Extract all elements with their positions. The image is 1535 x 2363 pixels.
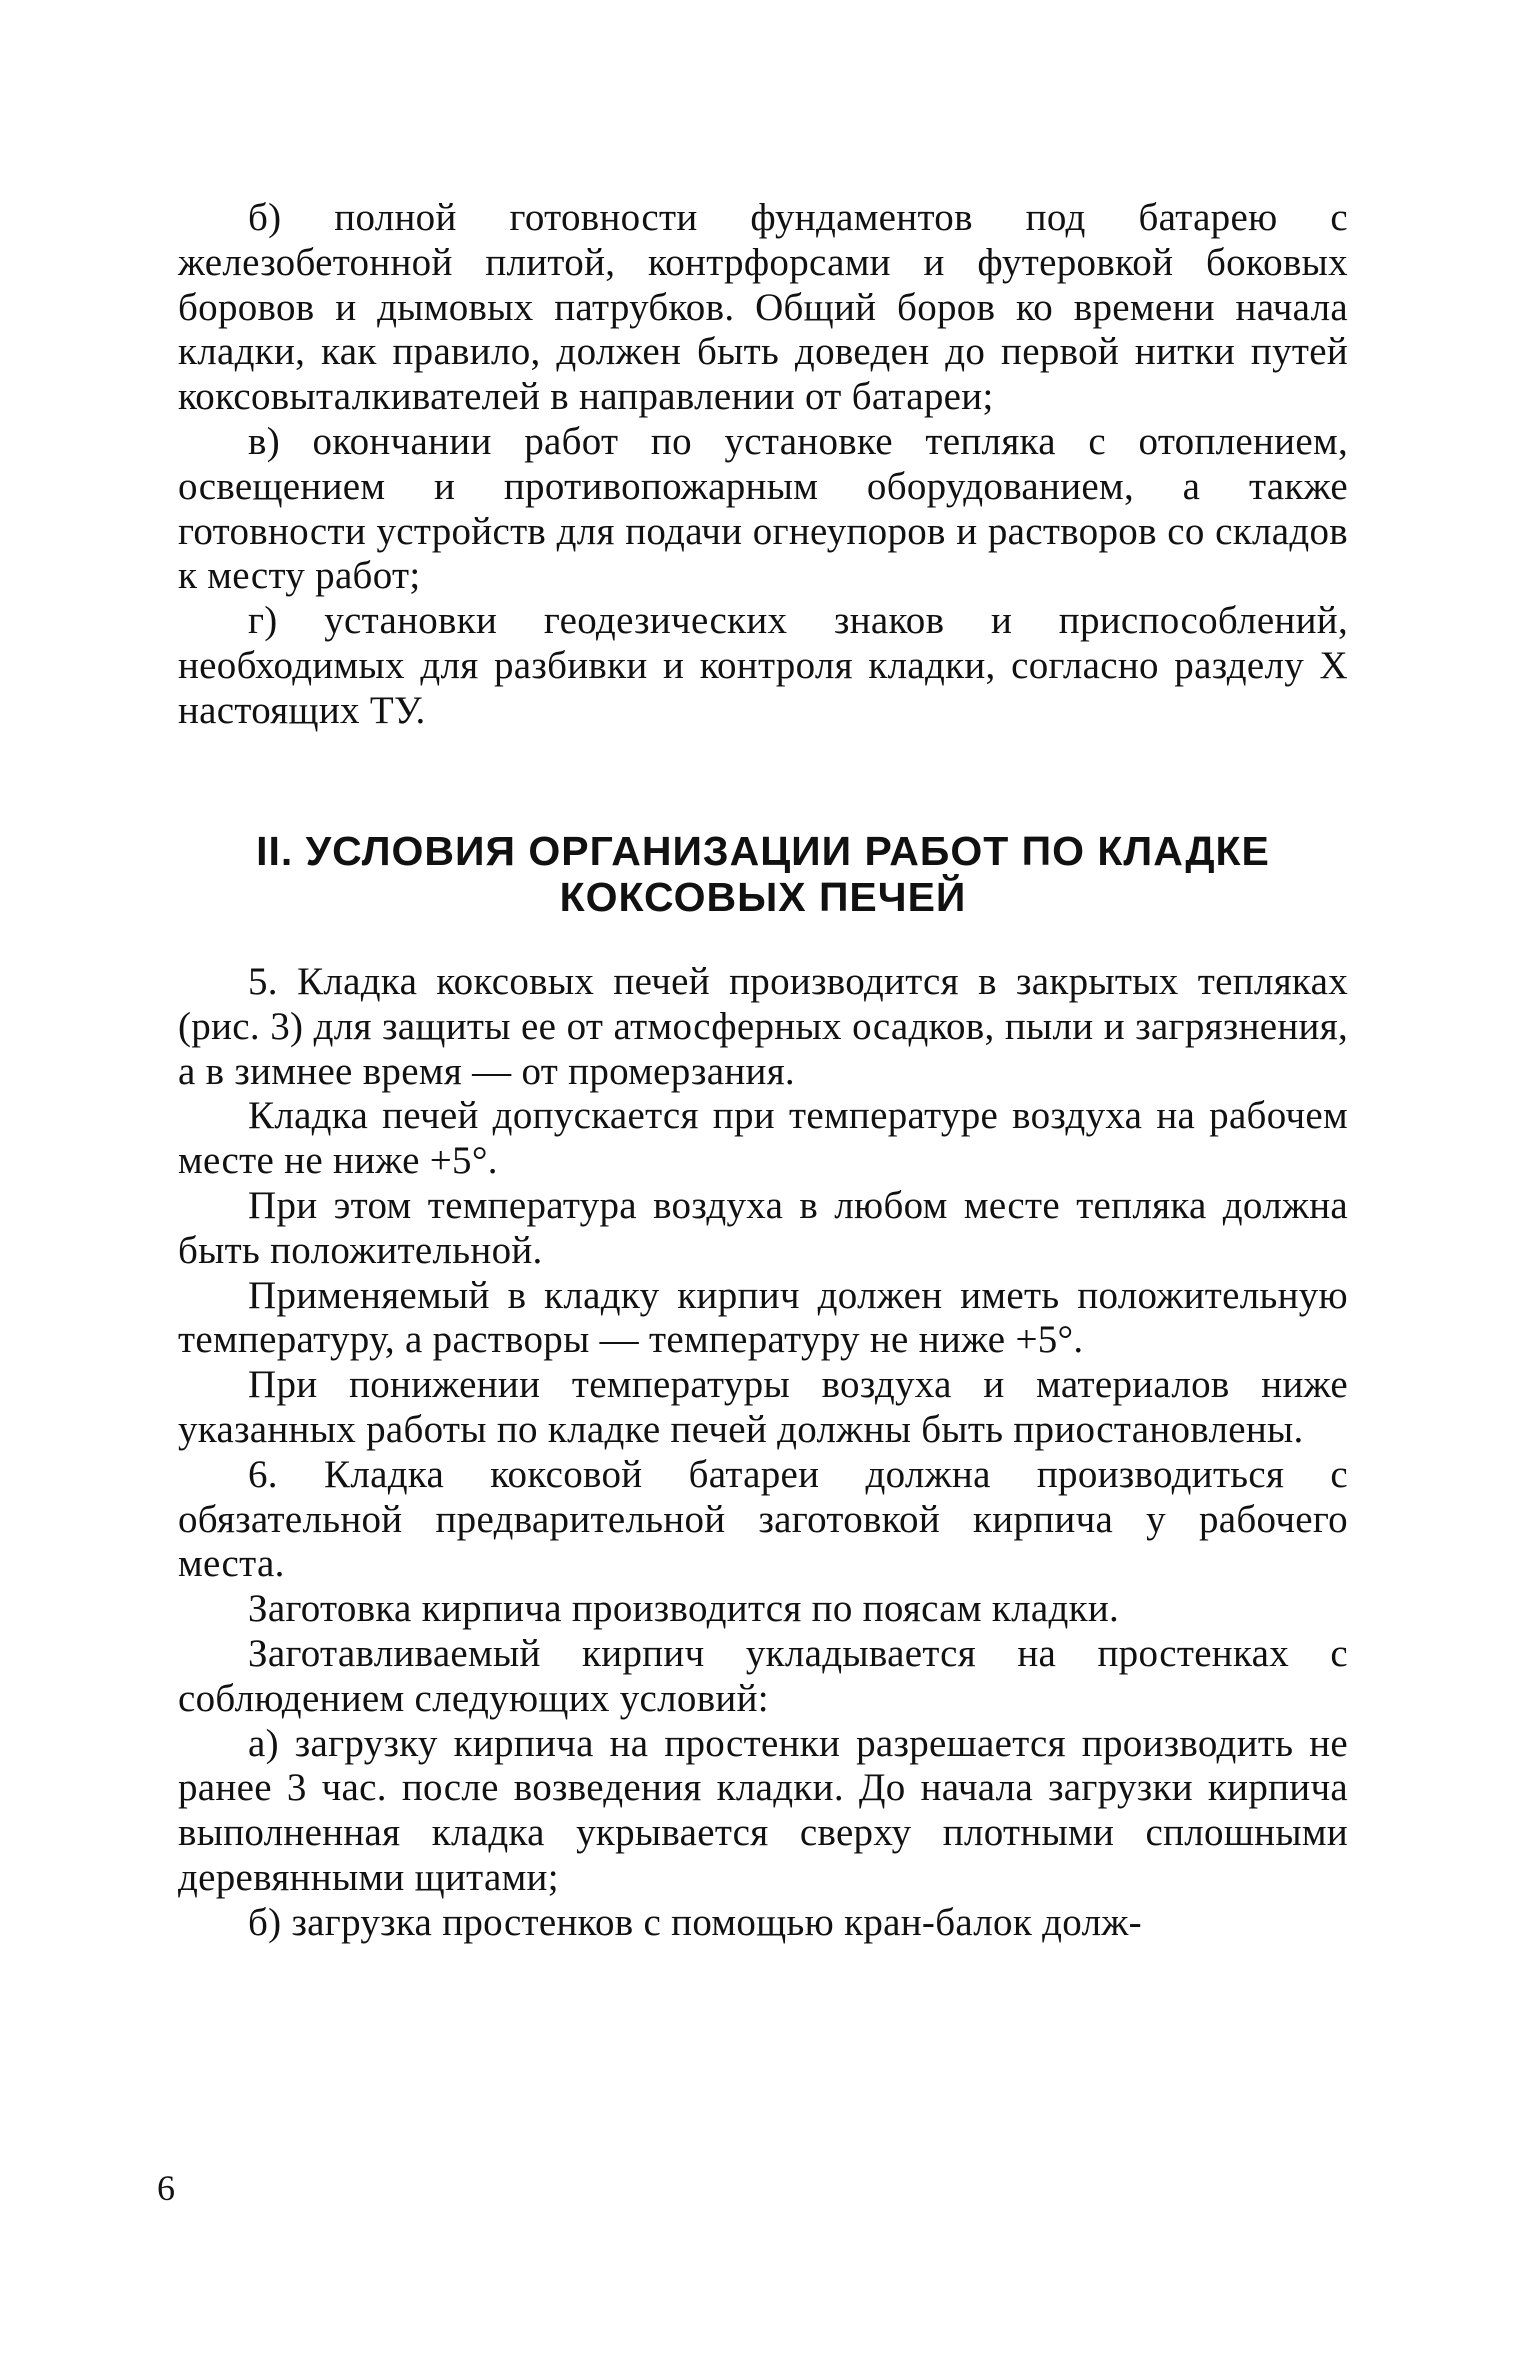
paragraph-brick-prep: Заготовка кирпича производится по поясам кладки. bbox=[248, 1587, 1120, 1631]
paragraph-brick-temp: Применяемый в кладку кирпич должен иметь положительную температуру, а растворы — температуру не ниже +5°. bbox=[178, 1273, 1348, 1362]
paragraph-temperature: Кладка печей допускается при температуре воздуха на рабочем месте не ниже +5°. bbox=[178, 1094, 1348, 1183]
section-body bbox=[178, 960, 1348, 1946]
paragraph-item-b-continued: б) загрузка простенков с помощью кран-балок долж- bbox=[248, 1900, 1142, 1944]
paragraph-item-v: в) окончании работ по установке тепляка с отоплением, освещением и противопожарным оборудованием, а также готовности устройств для подачи огнеупоров и растворов со складов к месту работ; bbox=[178, 419, 1348, 598]
paragraph-positive-temp: При этом температура воздуха в любом месте тепляка должна быть положительной. bbox=[178, 1183, 1348, 1272]
paragraph-item-a: а) загрузку кирпича на простенки разрешается производить не ранее 3 час. после возведения кладки. До начала загрузки кирпича выполненная кладка укрывается сверху плотными сплошными деревянными щитами; bbox=[178, 1721, 1348, 1899]
paragraph-6: 6. Кладка коксовой батареи должна производиться с обязательной предварительной заготовкой кирпича у рабочего места. bbox=[178, 1452, 1348, 1586]
section-heading-line-2: КОКСОВЫХ ПЕЧЕЙ bbox=[559, 874, 967, 920]
paragraph-5: 5. Кладка коксовых печей производится в закрытых тепляках (рис. 3) для защиты ее от атмосферных осадков, пыли и загрязнения, а в зимнее время — от промерзания. bbox=[178, 960, 1348, 1093]
list-items-continuation bbox=[178, 196, 1348, 734]
paragraph-item-g: г) установки геодезических знаков и приспособлений, необходимых для разбивки и контроля кладки, согласно разделу X настоящих ТУ. bbox=[178, 599, 1348, 732]
paragraph-stop-work: При понижении температуры воздуха и материалов ниже указанных работы по кладке печей должны быть приостановлены. bbox=[178, 1363, 1348, 1451]
paragraph-brick-placing: Заготавливаемый кирпич укладывается на простенках с соблюдением следующих условий: bbox=[178, 1631, 1348, 1720]
section-heading bbox=[178, 828, 1348, 920]
section-heading-line-1: II. УСЛОВИЯ ОРГАНИЗАЦИИ РАБОТ ПО КЛАДКЕ bbox=[256, 828, 1270, 874]
page-number: 6 bbox=[157, 2168, 175, 2208]
paragraph-item-b: б) полной готовности фундаментов под батарею с железобетонной плитой, контрфорсами и футеровкой боковых боровов и дымовых патрубков. Общий боров ко времени начала кладки, как правило, должен быть доведен до первой нитки путей коксовыталкивателей в направлении от батареи; bbox=[178, 196, 1348, 419]
